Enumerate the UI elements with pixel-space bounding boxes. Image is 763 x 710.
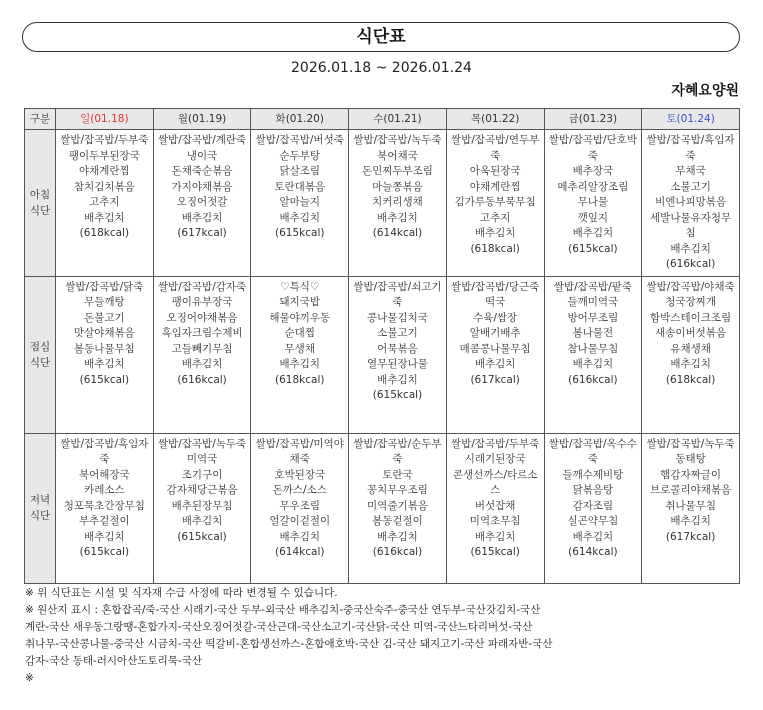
menu-item: 마늘쫑볶음	[372, 180, 423, 193]
menu-cell	[251, 433, 349, 583]
menu-item: 쌀밥/잡곡밥/닭죽	[65, 280, 144, 293]
menu-item: 배추김치	[572, 530, 614, 543]
meal-label-part: 아침	[29, 188, 51, 201]
menu-item: 배추김치	[84, 358, 125, 370]
menu-item: 소불고기	[377, 327, 418, 339]
menu-item: 맛살야채볶음	[73, 327, 135, 339]
menu-item: 브로콜리야채볶음	[650, 484, 732, 496]
menu-item: 실곤약무침	[567, 515, 619, 527]
menu-item: 비엔나피망볶음	[655, 196, 727, 208]
menu-item: 토란대볶음	[274, 180, 326, 193]
day-header: 일(01.18)	[56, 109, 154, 130]
menu-cell	[446, 433, 544, 583]
menu-item: 쌀밥/잡곡밥/옥수수죽	[548, 437, 637, 465]
menu-item: 카레소스	[84, 484, 125, 496]
menu-cell	[153, 276, 251, 433]
menu-item: 새송이버섯볶음	[655, 327, 727, 339]
menu-item: 메추리알장조림	[557, 180, 629, 193]
menu-item: 배추김치	[84, 211, 125, 224]
menu-table	[24, 108, 740, 584]
menu-item: 봄동겉절이	[372, 515, 423, 527]
note-origin-cont: 취나무-국산콩나물-중국산 시금치-국산 떡갈비-혼합생선까스-혼합애호박-국산 김-국산 돼지고기-국산 파래자반-국산	[25, 638, 553, 650]
menu-item: 배추된장무침	[171, 499, 233, 512]
menu-item: ♡특식♡	[280, 280, 320, 293]
menu-item: 배추김치	[377, 373, 418, 386]
menu-item: 쌀밥/잡곡밥/미역야채죽	[255, 437, 344, 465]
day-header: 월(01.19)	[153, 109, 251, 130]
meal-label-part: 식단	[29, 356, 51, 369]
menu-cell	[642, 276, 740, 433]
menu-item: 봄나물전	[572, 327, 614, 339]
menu-item: 고추지	[479, 211, 511, 224]
menu-item: 고추지	[89, 196, 120, 208]
page-title: 식단표	[22, 22, 740, 52]
menu-item: 세발나물유자청무침	[650, 211, 732, 239]
menu-item: 배추김치	[279, 358, 321, 370]
menu-item: 쌀밥/잡곡밥/순두부죽	[353, 437, 442, 465]
menu-item: 쌀밥/잡곡밥/계란죽	[157, 134, 247, 146]
menu-cell	[349, 130, 447, 277]
menu-item: (615kcal)	[79, 373, 130, 386]
menu-item: 팽이유부장국	[171, 296, 233, 308]
menu-item: 무우조림	[279, 499, 321, 512]
note-origin-cont: 계란-국산 새우동그랑땡-혼합가지-국산오징어젓갈-국산근대-국산소고기-국산닭-국산 미역-국산느타리버섯-국산	[25, 621, 533, 633]
menu-item: 부추겉절이	[78, 515, 130, 527]
menu-item: 김가루동부묵무침	[454, 196, 536, 208]
menu-item: 가지야채볶음	[171, 180, 233, 193]
menu-item: 배추김치	[377, 211, 418, 224]
menu-item: 들깨미역국	[567, 296, 619, 308]
menu-item: 방어무조림	[567, 311, 619, 324]
note-change: ※ 위 식단표는 시설 및 식자재 수급 사정에 따라 변경될 수 있습니다.	[25, 587, 338, 599]
menu-item: 아욱된장국	[469, 165, 521, 177]
menu-cell	[349, 276, 447, 433]
menu-item: 감자채당근볶음	[166, 484, 238, 496]
menu-item: 순두부탕	[279, 149, 321, 162]
menu-item: 쌀밥/잡곡밥/흑임자죽	[646, 134, 735, 162]
menu-item: 치커리생채	[372, 196, 423, 208]
menu-item: (617kcal)	[177, 227, 227, 239]
menu-item: 배추김치	[474, 358, 516, 370]
menu-item: 시래기된장국	[464, 453, 526, 465]
menu-item: (618kcal)	[275, 373, 325, 386]
menu-item: 들깨수제비탕	[562, 468, 624, 481]
meal-label	[25, 130, 56, 277]
menu-item: 쌀밥/잡곡밥/녹두죽	[646, 437, 735, 450]
menu-item: 버섯잡채	[474, 499, 516, 512]
meal-row	[25, 276, 740, 433]
menu-item: 순대찜	[284, 327, 315, 339]
menu-item: 무나물	[577, 196, 609, 208]
menu-cell	[446, 130, 544, 277]
menu-item: 배추김치	[181, 358, 223, 370]
menu-cell	[349, 433, 447, 583]
menu-item: 어묵볶음	[377, 342, 418, 355]
menu-item: 쌀밥/잡곡밥/팥죽	[553, 280, 632, 293]
menu-item: 닭볶음탕	[572, 484, 614, 496]
menu-item: 배추장국	[572, 165, 614, 177]
menu-item: 배추김치	[279, 211, 321, 224]
menu-item: 쌀밥/잡곡밥/녹두죽	[157, 437, 247, 450]
menu-item: 냉이국	[186, 149, 218, 162]
menu-item: 청국장찌개	[665, 296, 716, 308]
menu-item: 배추김치	[181, 515, 223, 527]
menu-cell	[153, 130, 251, 277]
day-header: 목(01.22)	[446, 109, 544, 130]
menu-item: (614kcal)	[372, 227, 423, 239]
menu-item: 배추김치	[279, 530, 321, 543]
menu-item: 떡국	[485, 296, 506, 308]
menu-item: 감자조림	[572, 499, 614, 512]
menu-item: 돈까스/소스	[272, 484, 327, 496]
menu-item: 깻잎지	[577, 211, 609, 224]
menu-item: 쌀밥/잡곡밥/단호박죽	[548, 134, 637, 162]
menu-item: 오징어야채볶음	[166, 311, 238, 324]
menu-item: 흑임자크림수제비	[161, 327, 243, 339]
menu-item: 쌀밥/잡곡밥/감자죽	[157, 280, 247, 293]
menu-item: (616kcal)	[568, 373, 618, 386]
menu-item: 해물야끼우동	[269, 311, 331, 324]
menu-item: 유채생채	[670, 342, 711, 355]
menu-item: 배추김치	[670, 358, 711, 370]
menu-item: 콩나물김치국	[367, 311, 428, 324]
organization-name: 자혜요양원	[671, 83, 739, 99]
menu-item: (615kcal)	[275, 227, 325, 239]
meal-row	[25, 433, 740, 583]
menu-item: 호박된장국	[274, 468, 326, 481]
menu-cell	[153, 433, 251, 583]
menu-cell	[56, 130, 154, 277]
menu-item: 무들깨탕	[84, 296, 125, 308]
menu-item: (614kcal)	[568, 546, 618, 558]
menu-item: 참치김치볶음	[73, 180, 135, 193]
menu-cell	[642, 130, 740, 277]
menu-cell	[544, 433, 642, 583]
menu-item: 쌀밥/잡곡밥/녹두죽	[353, 134, 442, 146]
meal-row	[25, 130, 740, 277]
menu-item: 배추김치	[474, 530, 516, 543]
meal-label	[25, 433, 56, 583]
menu-item: (617kcal)	[665, 530, 716, 543]
menu-item: 꽁치무우조림	[367, 484, 428, 496]
note-origin: ※ 원산지 표시 : 혼합잡곡/죽-국산 시래기-국산 두부-외국산 배추김치-중국산숙주-중국산 연두부-국산갓김치-국산	[25, 604, 541, 616]
menu-item: (614kcal)	[275, 546, 325, 558]
menu-item: 배추김치	[84, 530, 125, 543]
menu-item: 쌀밥/잡곡밥/쇠고기죽	[353, 280, 442, 308]
menu-period: 2026.01.18 ~ 2026.01.24	[291, 60, 472, 76]
menu-item: 쌀밥/잡곡밥/당근죽	[451, 280, 540, 293]
menu-cell	[56, 276, 154, 433]
menu-cell	[642, 433, 740, 583]
menu-item: 토란국	[382, 468, 413, 481]
day-header: 화(01.20)	[251, 109, 349, 130]
meal-label-part: 식단	[29, 510, 51, 522]
menu-item: 미역줄기볶음	[367, 499, 428, 512]
menu-item: 배추김치	[572, 358, 614, 370]
menu-item: (615kcal)	[568, 242, 618, 255]
menu-cell	[251, 130, 349, 277]
day-header: 수(01.21)	[349, 109, 447, 130]
menu-item: 배추김치	[377, 530, 418, 543]
menu-item: 쌀밥/잡곡밥/흑임자죽	[60, 437, 149, 465]
menu-item: 쌀밥/잡곡밥/야채죽	[646, 280, 735, 293]
menu-item: 무생채	[284, 342, 315, 355]
menu-item: 미역국	[186, 453, 218, 465]
menu-item: 참나물무침	[567, 342, 619, 355]
menu-item: 함박스테이크조림	[650, 311, 732, 324]
menu-item: (615kcal)	[372, 389, 423, 401]
menu-item: 돈채죽순볶음	[171, 165, 233, 177]
menu-item: 쌀밥/잡곡밥/연두부죽	[451, 134, 540, 162]
menu-item: 콘생선까스/타르소스	[452, 468, 538, 496]
menu-item: 쌀밥/잡곡밥/두부죽	[60, 134, 149, 146]
menu-item: 햄감자짜글이	[660, 468, 722, 481]
menu-item: 배추김치	[670, 515, 711, 527]
menu-item: (615kcal)	[79, 546, 130, 558]
note-mark: ※	[25, 672, 34, 684]
menu-item: 소불고기	[670, 180, 711, 193]
menu-item: 돈민찌두부조림	[361, 165, 433, 177]
menu-item: (618kcal)	[470, 242, 520, 255]
menu-item: 쌀밥/잡곡밥/두부죽	[451, 437, 540, 450]
menu-item: 알배기배추	[469, 327, 521, 339]
menu-item: (618kcal)	[665, 373, 716, 386]
menu-item: 봄동나물무침	[73, 342, 135, 355]
header-label: 구분	[25, 109, 56, 130]
meal-label-part: 점심	[29, 340, 51, 353]
menu-item: (617kcal)	[470, 373, 520, 386]
menu-item: 동태탕	[675, 453, 706, 465]
menu-item: (616kcal)	[177, 373, 227, 386]
menu-item: 무채국	[675, 165, 706, 177]
menu-cell	[446, 276, 544, 433]
menu-item: 북어채국	[377, 149, 418, 162]
menu-item: 매콤콩나물무침	[459, 342, 531, 355]
menu-item: 미역초무침	[469, 515, 521, 527]
menu-item: 배추김치	[474, 227, 516, 239]
menu-item: 팽이두부된장국	[68, 149, 140, 162]
menu-item: 배추김치	[181, 211, 223, 224]
menu-item: 열무된장나물	[367, 358, 428, 370]
menu-item: 취나물무침	[665, 499, 716, 512]
menu-item: 수육/쌈장	[473, 311, 518, 324]
day-header: 토(01.24)	[642, 109, 740, 130]
menu-item: (616kcal)	[665, 258, 716, 270]
menu-item: 얼갈이겉절이	[269, 515, 331, 527]
menu-cell	[56, 433, 154, 583]
menu-cell	[251, 276, 349, 433]
menu-item: 청포묵초간장무침	[63, 499, 145, 512]
menu-item: (616kcal)	[372, 546, 423, 558]
notes	[25, 585, 745, 687]
menu-item: 조기구이	[181, 468, 223, 481]
day-header: 금(01.23)	[544, 109, 642, 130]
menu-cell	[544, 130, 642, 277]
meal-label	[25, 276, 56, 433]
menu-item: (615kcal)	[470, 546, 520, 558]
menu-item: 야채계란찜	[78, 165, 130, 177]
menu-item: 배추김치	[670, 242, 711, 255]
meal-label-part: 저녁	[29, 494, 51, 506]
menu-item: 고들빼기무침	[171, 342, 233, 355]
menu-item: 북어해장국	[78, 468, 130, 481]
menu-item: 오징어젓갈	[176, 196, 228, 208]
header-row	[25, 109, 740, 130]
meal-label-part: 식단	[29, 204, 51, 217]
menu-item: (615kcal)	[177, 530, 227, 543]
menu-item: 알마늘지	[279, 196, 321, 208]
menu-item: 닭살조림	[279, 165, 321, 177]
note-origin-cont: 감자-국산 동태-러시아산도토리묵-국산	[25, 655, 202, 667]
menu-cell	[544, 276, 642, 433]
menu-item: 야채계란찜	[469, 180, 521, 193]
menu-item: 돼지국밥	[279, 296, 321, 308]
menu-item: (618kcal)	[79, 227, 130, 239]
menu-item: 배추김치	[572, 227, 614, 239]
menu-item: 쌀밥/잡곡밥/버섯죽	[255, 134, 344, 146]
menu-item: 돈불고기	[84, 311, 125, 324]
